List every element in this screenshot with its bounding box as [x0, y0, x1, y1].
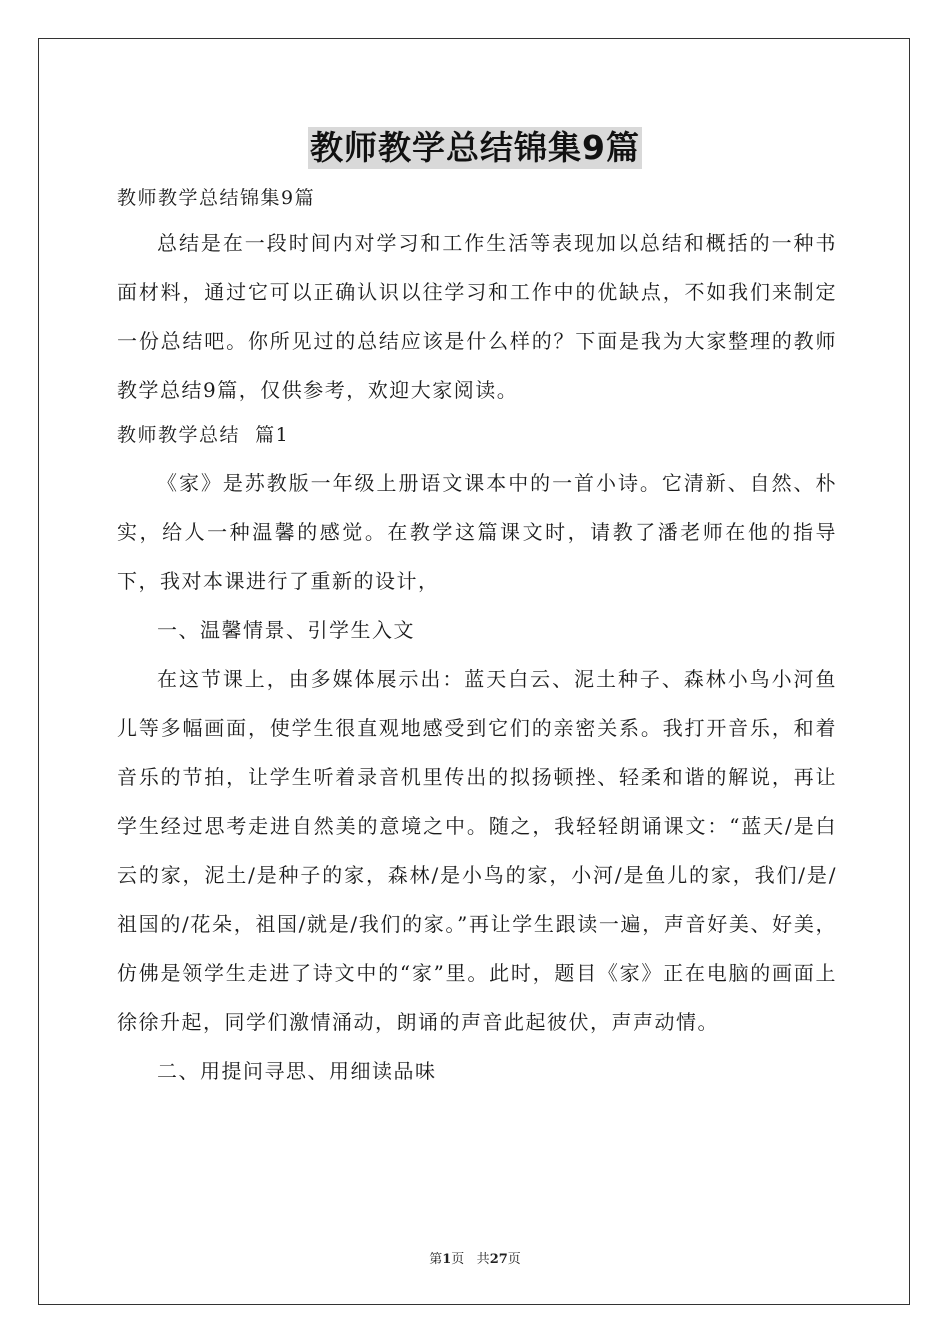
page-footer	[0, 1248, 950, 1267]
intro-paragraph: 总结是在一段时间内对学习和工作生活等表现加以总结和概括的一种书面材料，通过它可以正确认识以往学习和工作中的优缺点，不如我们来制定一份总结吧。你所见过的总结应该是什么样的？下面是我为大家整理的教师教学总结9篇，仅供参考，欢迎大家阅读。	[117, 231, 837, 402]
subheading-1: 一、温馨情景、引学生入文	[157, 618, 415, 642]
body-paragraph-1: 《家》是苏教版一年级上册语文课本中的一首小诗。它清新、自然、朴实，给人一种温馨的感觉。在教学这篇课文时，请教了潘老师在他的指导下，我对本课进行了重新的设计，	[117, 471, 837, 593]
total-pages: 27	[489, 1252, 508, 1267]
document-title: 教师教学总结锦集9篇	[310, 128, 640, 167]
body-paragraph-2: 在这节课上，由多媒体展示出：蓝天白云、泥土种子、森林小鸟小河鱼儿等多幅画面，使学生很直观地感受到它们的亲密关系。我打开音乐，和着音乐的节拍，让学生听着录音机里传出的拟扬顿挫、轻柔和谐的解说，再让学生经过思考走进自然美的意境之中。随之，我轻轻朗诵课文：“蓝天/是白云的家，泥土/是种子的家，森林/是小鸟的家，小河/是鱼儿的家，我们/是/祖国的/花朵，祖国/就是/我们的家。”再让学生跟读一遍，声音好美、好美，仿佛是领学生走进了诗文中的“家”里。此时，题目《家》正在电脑的画面上徐徐升起，同学们激情涌动，朗诵的声音此起彼伏，声声动情。	[117, 667, 837, 1034]
page-suffix: 页	[451, 1252, 465, 1267]
title-container	[0, 127, 950, 169]
document-body	[117, 178, 837, 1096]
document-subtitle: 教师教学总结锦集9篇	[117, 187, 316, 209]
total-prefix: 共	[476, 1252, 490, 1267]
page-prefix: 第	[429, 1252, 443, 1267]
total-suffix: 页	[507, 1252, 521, 1267]
subheading-2: 二、用提问寻思、用细读品味	[157, 1059, 437, 1083]
page-number: 1	[442, 1252, 452, 1267]
section-heading: 教师教学总结 篇1	[117, 424, 290, 446]
